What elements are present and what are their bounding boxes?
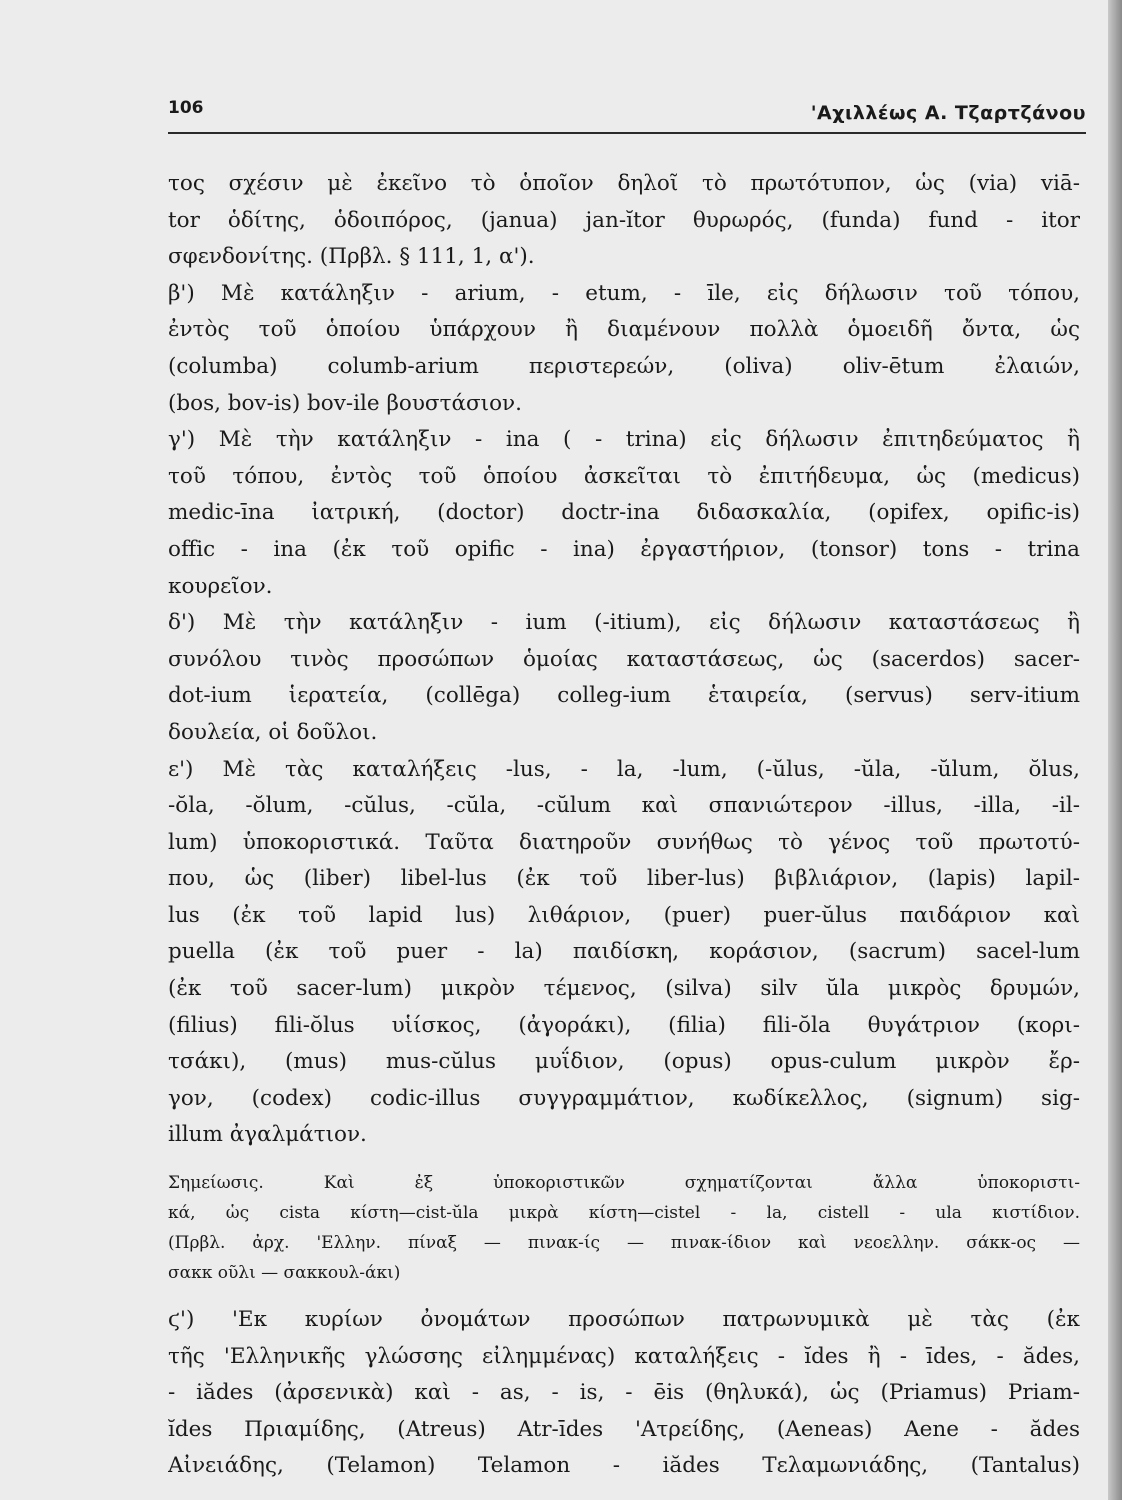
text-line: -ŏla, -ŏlum, -cŭlus, -cŭla, -cŭlum καὶ σπανιώτερον -illus, -illa, -il-: [168, 793, 1080, 819]
text-line: τοῦ τόπου, ἐντὸς τοῦ ὁποίου ἀσκεῖται τὸ ἐπιτήδευμα, ὡς (medicus): [168, 463, 1080, 489]
text-line: puella (ἐκ τοῦ puer - la) παιδίσκη, κοράσιον, (sacrum) sacel-lum: [168, 939, 1080, 965]
page-number: 106: [168, 98, 204, 118]
main-text: [168, 166, 1080, 1154]
text-line: β') Μὲ κατάληξιν - arium, - etum, - īle, εἰς δήλωσιν τοῦ τόπου,: [168, 280, 1080, 306]
text-line: γον, (codex) codic-illus συγγραμμάτιον, κωδίκελλος, (signum) sig-: [168, 1085, 1080, 1111]
text-line: κουρεῖον.: [168, 573, 273, 599]
text-line: σφενδονίτης. (Πρβλ. § 111, 1, α').: [168, 244, 535, 270]
text-line: (filius) fili-ŏlus υἱίσκος, (ἀγοράκι), (filia) fili-ŏla θυγάτριον (κορι-: [168, 1012, 1080, 1038]
text-line: γ') Μὲ τὴν κατάληξιν - ina ( - trina) εἰς δήλωσιν ἐπιτηδεύματος ἢ: [168, 427, 1080, 453]
text-line: τῆς 'Ελληνικῆς γλώσσης εἰλημμένας) καταλήξεις - ĭdes ἢ - īdes, - ădes,: [168, 1343, 1080, 1369]
text-line: medic-īna ἰατρική, (doctor) doctr-ina διδασκαλία, (opifex, opific-is): [168, 500, 1080, 526]
text-line: illum ἀγαλμάτιον.: [168, 1122, 367, 1148]
text-line: offic - ina (ἐκ τοῦ opific - ina) ἐργαστήριον, (tonsor) tons - trina: [168, 536, 1080, 562]
text-line: που, ὡς (liber) libel-lus (ἐκ τοῦ liber-lus) βιβλιάριον, (lapis) lapil-: [168, 866, 1080, 892]
text-line: τος σχέσιν μὲ ἐκεῖνο τὸ ὁποῖον δηλοῖ τὸ πρωτότυπον, ὡς (via) viā-: [168, 171, 1080, 196]
text-line: tor ὁδίτης, ὁδοιπόρος, (janua) jan-ĭtor θυρωρός, (funda) fund - itor: [168, 207, 1080, 233]
text-line: ϛ') 'Εκ κυρίων ὀνομάτων προσώπων πατρωνυμικὰ μὲ τὰς (ἐκ: [168, 1307, 1080, 1333]
text-line: (Πρβλ. ἀρχ. 'Ελλην. πίναξ — πινακ-ίς — πινακ-ίδιον καὶ νεοελλην. σάκκ-ος —: [168, 1233, 1080, 1254]
text-line: - iădes (ἀρσενικὰ) καὶ - as, - is, - ēis (θηλυκά), ὡς (Priamus) Priam-: [168, 1380, 1080, 1406]
text-line: (columba) columb-arium περιστερεών, (oliva) oliv-ētum ἐλαιών,: [168, 353, 1080, 379]
text-line: ĭdes Πριαμίδης, (Atreus) Atr-īdes 'Ατρείδης, (Aeneas) Aene - ădes: [168, 1416, 1080, 1442]
text-line: Αἰνειάδης, (Telamon) Telamon - iădes Τελαμωνιάδης, (Tantalus): [168, 1453, 1080, 1479]
page-body: [168, 166, 1080, 1485]
text-line: Σημείωσις. Καὶ ἐξ ὑποκοριστικῶν σχηματίζονται ἄλλα ὑποκοριστι-: [168, 1173, 1080, 1194]
text-line: dot-ium ἱερατεία, (collēga) colleg-ium ἑταιρεία, (servus) serv-itium: [168, 683, 1080, 709]
text-line: δ') Μὲ τὴν κατάληξιν - ium (-itium), εἰς δήλωσιν καταστάσεως ἢ: [168, 610, 1080, 636]
page-header: [168, 92, 1086, 134]
running-title: 'Αχιλλέως Α. Τζαρτζάνου: [810, 102, 1086, 124]
text-line: κά, ὡς cista κίστη—cist-ŭla μικρὰ κίστη—cistel - la, cistell - ula κιστίδιον.: [168, 1203, 1080, 1224]
text-line: σακκ οῦλι — σακκουλ-άκι): [168, 1263, 401, 1284]
text-line: lum) ὑποκοριστικά. Ταῦτα διατηροῦν συνήθως τὸ γένος τοῦ πρωτοτύ-: [168, 829, 1080, 855]
text-line: δουλεία, οἱ δοῦλοι.: [168, 719, 378, 745]
text-line: ε') Μὲ τὰς καταλήξεις -lus, - la, -lum, (-ŭlus, -ŭla, -ŭlum, ŏlus,: [168, 756, 1080, 782]
closing-text: [168, 1302, 1080, 1485]
text-line: lus (ἐκ τοῦ lapid lus) λιθάριον, (puer) puer-ŭlus παιδάριον καὶ: [168, 902, 1080, 928]
text-line: τσάκι), (mus) mus-cŭlus μυΐδιον, (opus) opus-culum μικρὸν ἔρ-: [168, 1049, 1080, 1075]
text-line: ἐντὸς τοῦ ὁποίου ὑπάρχουν ἢ διαμένουν πολλὰ ὁμοειδῆ ὄντα, ὡς: [168, 317, 1080, 343]
text-line: συνόλου τινὸς προσώπων ὁμοίας καταστάσεως, ὡς (sacerdos) sacer-: [168, 646, 1080, 672]
text-line: (bos, bov-is) bov-ile βουστάσιον.: [168, 390, 522, 416]
note-block: [168, 1168, 1080, 1288]
text-line: (ἐκ τοῦ sacer-lum) μικρὸν τέμενος, (silva) silv ŭla μικρὸς δρυμών,: [168, 976, 1080, 1002]
